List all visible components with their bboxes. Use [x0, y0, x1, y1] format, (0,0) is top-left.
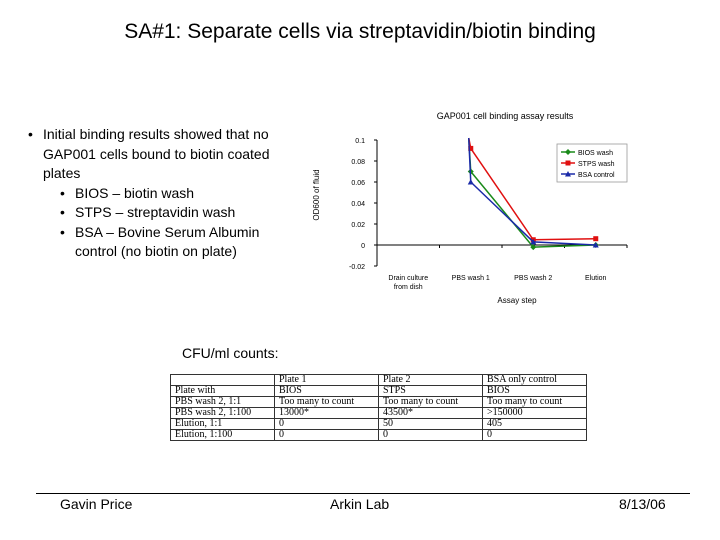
x-tick-label: Drain culture [388, 275, 429, 282]
y-tick-label: 0.08 [351, 159, 365, 166]
y-tick-label: -0.02 [349, 264, 365, 271]
table-cell: Too many to count [275, 397, 379, 408]
data-point [468, 179, 474, 185]
binding-assay-chart [305, 100, 635, 310]
bullet-item: • Initial binding results showed that no GAP001 cells bound to biotin coated plates [28, 125, 278, 184]
x-tick-label: PBS wash 2 [514, 275, 553, 282]
table-cell: 405 [483, 419, 587, 430]
table-row [171, 386, 587, 397]
table-cell: 0 [379, 430, 483, 441]
table-cell: Plate 1 [275, 375, 379, 386]
table-cell: 0 [275, 430, 379, 441]
bullet-list [28, 125, 278, 262]
table-cell: STPS [379, 386, 483, 397]
table-cell: 50 [379, 419, 483, 430]
table-cell: Elution, 1:100 [171, 430, 275, 441]
y-tick-label: 0.06 [351, 180, 365, 187]
x-tick-label: PBS wash 1 [451, 275, 490, 282]
table-row [171, 430, 587, 441]
footer-author: Gavin Price [60, 496, 133, 512]
bullet-items [28, 125, 278, 262]
bullet-item: • STPS – streptavidin wash [28, 203, 278, 223]
table-cell: Too many to count [483, 397, 587, 408]
x-tick-label: from dish [393, 284, 423, 291]
bullet-item: • BIOS – biotin wash [28, 184, 278, 204]
legend-label: BSA control [578, 172, 615, 179]
cfu-table [170, 374, 587, 441]
y-axis-label: OD600 of fluid [312, 169, 321, 221]
x-axis-label: Assay step [497, 296, 537, 305]
x-tick-label: Elution [585, 275, 607, 282]
y-tick-label: 0.1 [355, 138, 365, 145]
table-cell: BIOS [275, 386, 379, 397]
series-line [471, 182, 596, 245]
table-row [171, 397, 587, 408]
table-row [171, 419, 587, 430]
table-cell: Too many to count [379, 397, 483, 408]
chart-title: GAP001 cell binding assay results [436, 111, 574, 121]
table-cell: PBS wash 2, 1:1 [171, 397, 275, 408]
table-cell: 0 [275, 419, 379, 430]
data-point [593, 236, 598, 241]
table-row [171, 375, 587, 386]
slide-title: SA#1: Separate cells via streptavidin/biotin binding [124, 20, 596, 43]
table-row [171, 408, 587, 419]
legend-label: STPS wash [578, 161, 615, 168]
y-tick-label: 0 [361, 243, 365, 250]
cfu-label: CFU/ml counts: [182, 345, 279, 361]
data-point [566, 161, 571, 166]
footer-date: 8/13/06 [619, 496, 666, 512]
table-cell [171, 375, 275, 386]
y-tick-label: 0.02 [351, 222, 365, 229]
table-cell: Plate 2 [379, 375, 483, 386]
table-cell: 13000* [275, 408, 379, 419]
table-cell: 43500* [379, 408, 483, 419]
footer-lab: Arkin Lab [330, 496, 390, 512]
table-cell: BSA only control [483, 375, 587, 386]
table-cell: Elution, 1:1 [171, 419, 275, 430]
table-cell: PBS wash 2, 1:100 [171, 408, 275, 419]
table-cell: >150000 [483, 408, 587, 419]
table-cell: BIOS [483, 386, 587, 397]
y-tick-label: 0.04 [351, 201, 365, 208]
series-line [471, 172, 596, 248]
footer-divider [36, 493, 690, 494]
bullet-item: • BSA – Bovine Serum Albumin control (no biotin on plate) [28, 223, 278, 262]
legend-label: BIOS wash [578, 150, 614, 157]
table-cell: Plate with [171, 386, 275, 397]
table-cell: 0 [483, 430, 587, 441]
